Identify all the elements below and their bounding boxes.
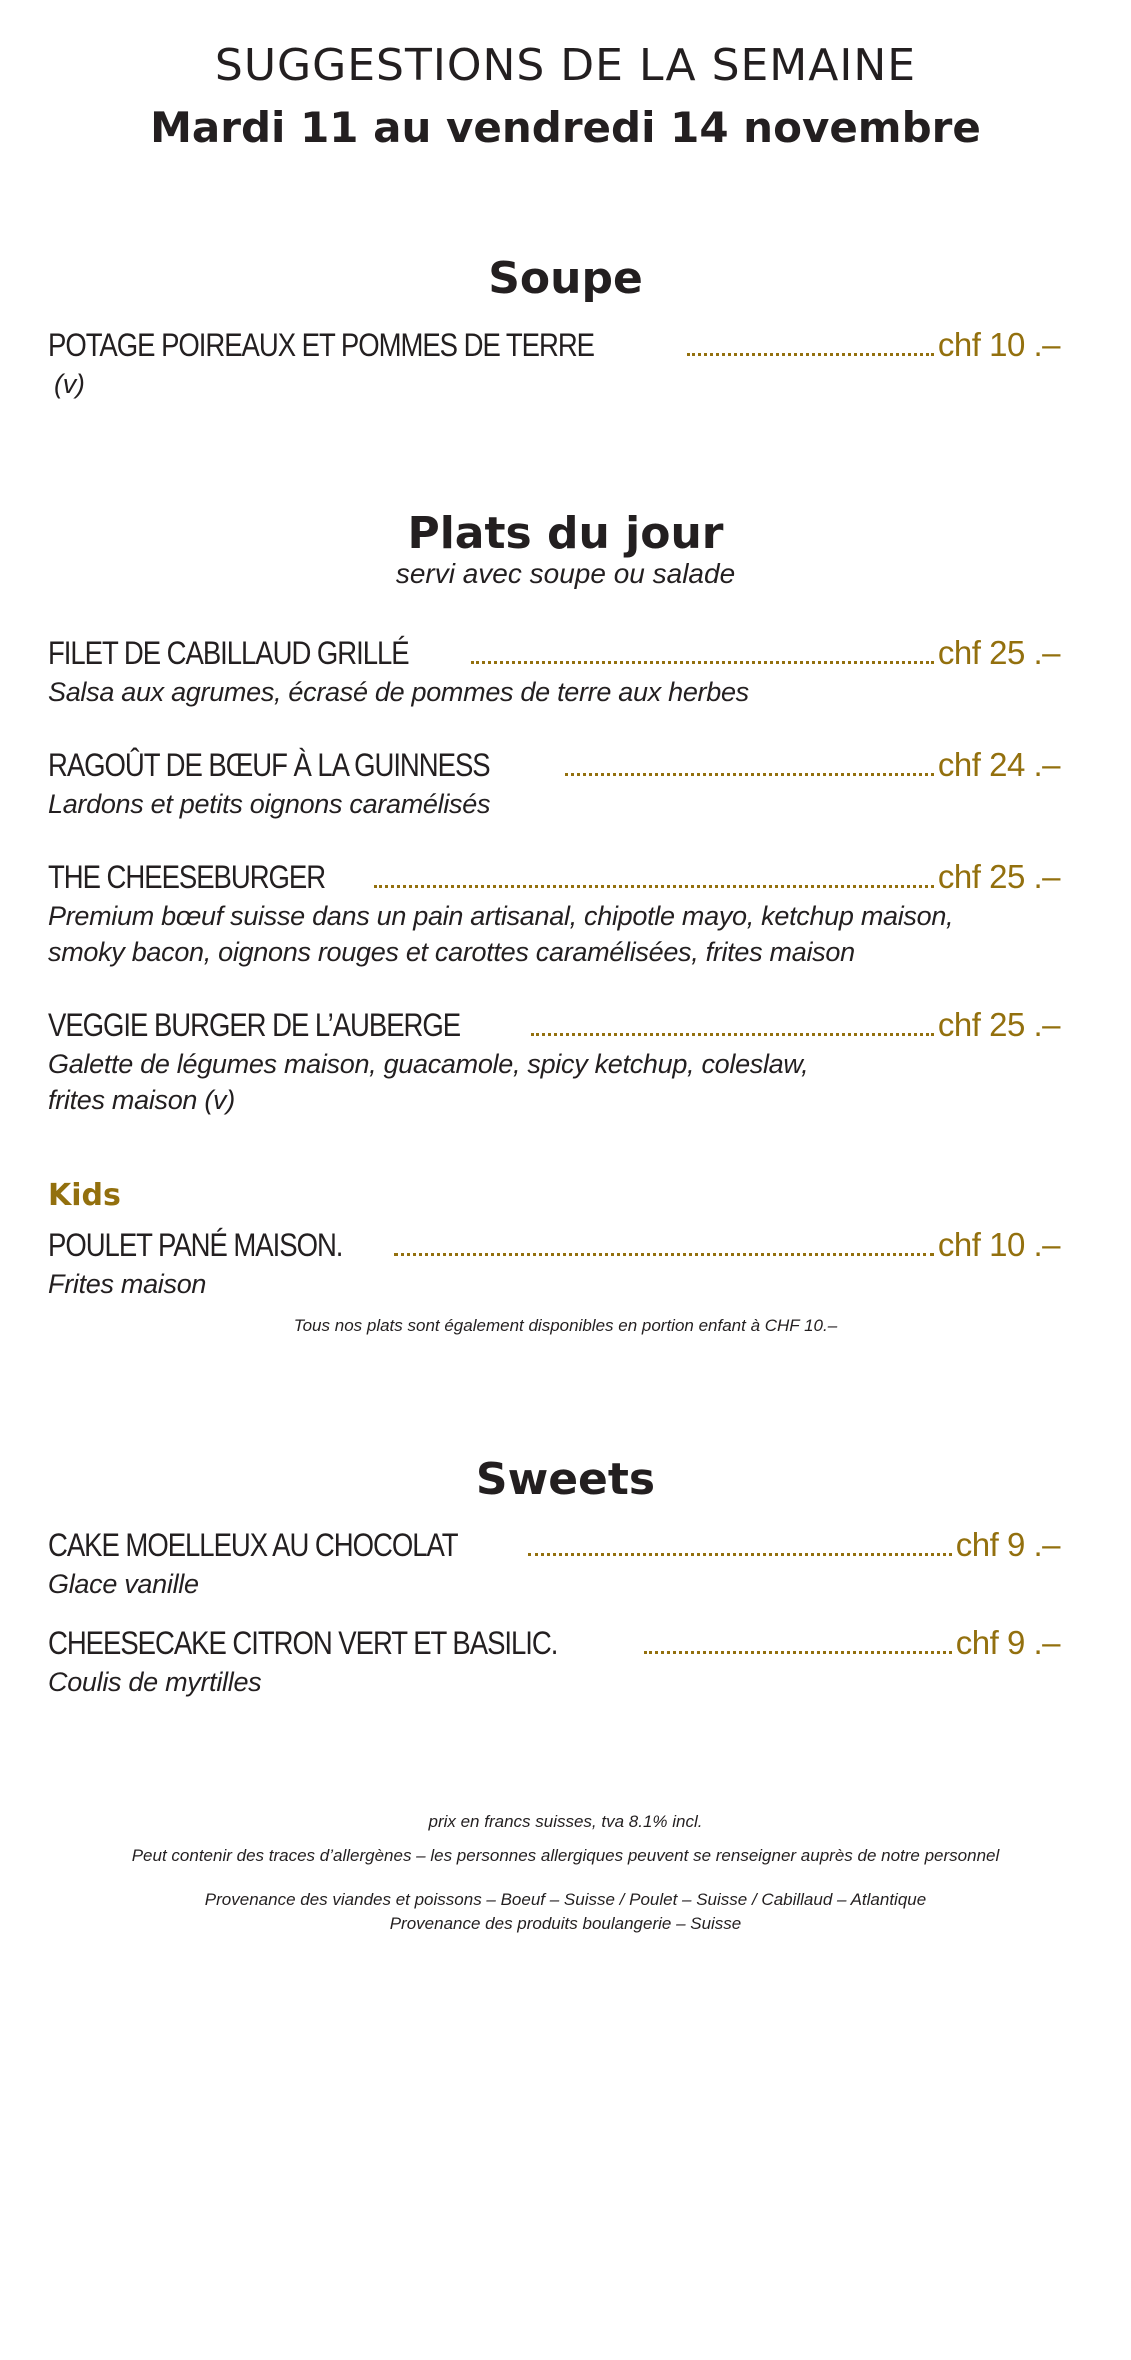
menu-item-potage <box>48 326 1060 402</box>
leader-dots <box>374 885 934 888</box>
item-name: RAGOÛT DE BŒUF À LA GUINNESS <box>48 747 490 783</box>
item-name: POULET PANÉ MAISON. <box>48 1227 343 1263</box>
leader-dots <box>687 353 934 356</box>
section-title-sweets: Sweets <box>475 1454 656 1505</box>
item-price: chf 25 .– <box>937 858 1060 895</box>
menu-item-cheeseburger <box>48 858 1060 970</box>
leader-dots <box>565 773 933 776</box>
item-description: (v) <box>54 369 85 399</box>
item-price: chf 10 .– <box>937 1226 1060 1263</box>
menu-item-poulet-pane <box>48 1226 1060 1302</box>
item-description: Galette de légumes maison, guacamole, spicy ketchup, coleslaw, frites maison (v) <box>48 1049 809 1115</box>
item-price: chf 9 .– <box>955 1624 1060 1661</box>
section-note-plats: servi avec soupe ou salade <box>395 558 736 589</box>
item-price: chf 24 .– <box>937 746 1060 783</box>
item-name: POTAGE POIREAUX ET POMMES DE TERRE <box>48 327 595 363</box>
footer-origin-meat: Provenance des viandes et poissons – Boeuf – Suisse / Poulet – Suisse / Cabillaud – Atlantique <box>204 1890 927 1909</box>
menu-dates: Mardi 11 au vendredi 14 novembre <box>150 103 981 152</box>
menu-item-veggie-burger <box>48 1006 1060 1118</box>
section-title-plats: Plats du jour <box>407 508 724 559</box>
kids-portion-note: Tous nos plats sont également disponibles en portion enfant à CHF 10.– <box>293 1316 838 1335</box>
footer-origin-bakery: Provenance des produits boulangerie – Suisse <box>389 1914 742 1933</box>
menu-title: SUGGESTIONS DE LA SEMAINE <box>214 40 917 91</box>
menu-item-ragout <box>48 746 1060 822</box>
item-price: chf 9 .– <box>955 1526 1060 1563</box>
item-name: CHEESECAKE CITRON VERT ET BASILIC. <box>48 1625 558 1661</box>
leader-dots <box>644 1651 952 1654</box>
footer-prices: prix en francs suisses, tva 8.1% incl. <box>428 1812 703 1831</box>
leader-dots <box>394 1253 934 1256</box>
menu-header <box>0 36 1131 160</box>
item-name: THE CHEESEBURGER <box>48 859 326 895</box>
leader-dots <box>528 1553 952 1556</box>
menu-item-cabillaud <box>48 634 1060 710</box>
leader-dots <box>531 1033 934 1036</box>
footer-allergens: Peut contenir des traces d’allergènes – les personnes allergiques peuvent se renseigner auprès de notre personnel <box>131 1846 1000 1865</box>
item-description: Frites maison <box>48 1269 207 1299</box>
item-description: Premium bœuf suisse dans un pain artisanal, chipotle mayo, ketchup maison, smoky bacon, oignons rouges et carottes caramélisées, frites maison <box>48 901 954 967</box>
item-price: chf 25 .– <box>937 634 1060 671</box>
section-title-soupe: Soupe <box>488 253 643 304</box>
item-description: Coulis de myrtilles <box>48 1667 262 1697</box>
menu-item-cheesecake <box>48 1624 1060 1700</box>
item-description: Salsa aux agrumes, écrasé de pommes de terre aux herbes <box>48 677 749 707</box>
menu-item-cake-chocolat <box>48 1526 1060 1602</box>
leader-dots <box>471 661 934 664</box>
section-title-kids: Kids <box>48 1178 121 1213</box>
item-name: FILET DE CABILLAUD GRILLÉ <box>48 635 409 671</box>
item-description: Glace vanille <box>48 1569 199 1599</box>
item-price: chf 25 .– <box>937 1006 1060 1043</box>
item-price: chf 10 .– <box>937 326 1060 363</box>
item-description: Lardons et petits oignons caramélisés <box>48 789 491 819</box>
item-name: VEGGIE BURGER DE L’AUBERGE <box>48 1007 461 1043</box>
item-name: CAKE MOELLEUX AU CHOCOLAT <box>48 1527 458 1563</box>
